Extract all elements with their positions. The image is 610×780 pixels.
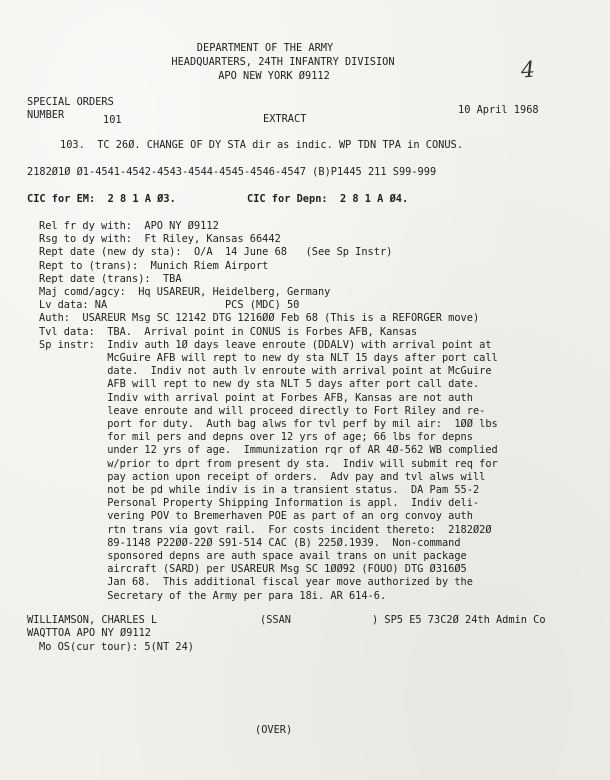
detail-line: pay action upon receipt of orders. Adv pay and tvl alws will (39, 470, 486, 483)
detail-line: Rsg to dy with: Ft Riley, Kansas 66442 (39, 233, 281, 246)
detail-line: Rel fr dy with: APO NY Ø9112 (39, 220, 219, 232)
detail-line: Rept to (trans): Munich Riem Airport (39, 259, 269, 272)
detail-line: port for duty. Auth bag alws for tvl perf by mil air: 1ØØ lbs (39, 418, 498, 431)
detail-line: w/prior to dprt from present dy sta. Indiv will submit req for (39, 457, 498, 470)
detail-line: not be pd while indiv is in a transient status. DA Pam 55-2 (39, 484, 480, 497)
cic-em: CIC for EM: 2 8 1 A Ø3. (27, 193, 176, 205)
detail-line: Sp instr: Indiv auth 1Ø days leave enroute (DDALV) with arrival point at (39, 338, 492, 351)
detail-line: Personal Property Shipping Information is appl. Indiv deli- (39, 497, 480, 510)
detail-line: vering POV to Bremerhaven POE as part of an org convoy auth (39, 510, 473, 523)
detail-line: Indiv with arrival point at Forbes AFB, Kansas are not auth (39, 391, 473, 404)
detail-line: Maj comd/agcy: Hq USAREUR, Heidelberg, Germany (39, 286, 331, 299)
detail-line: Tvl data: TBA. Arrival point in CONUS is Forbes AFB, Kansas (39, 325, 418, 338)
order-details (39, 220, 498, 603)
detail-line: leave enroute and will proceed directly to Fort Riley and re- (39, 404, 486, 417)
order-date: 10 April 1968 (458, 104, 539, 116)
detail-line: Rept date (trans): TBA (39, 272, 182, 285)
detail-line: aircraft (SARD) per USAREUR Msg SC 1ØØ92 (FOUO) DTG Ø316Ø5 (39, 563, 467, 576)
ssan-label: (SSAN (260, 614, 291, 626)
detail-line: McGuire AFB will rept to new dy sta NLT 15 days after port call (39, 352, 498, 365)
orders-number: 101 (103, 114, 122, 126)
detail-line: rtn trans via govt rail. For costs incident thereto: 2182Ø2Ø (39, 523, 492, 536)
number-label: NUMBER (27, 109, 65, 121)
over-footer: (OVER) (255, 724, 293, 736)
detail-line: AFB will rept to new dy sta NLT 5 days after port call date. (39, 378, 480, 391)
detail-line: Lv data: NA PCS (MDC) 50 (39, 299, 300, 312)
soldier-name: WILLIAMSON, CHARLES L (27, 614, 158, 626)
cic-depn: CIC for Depn: 2 8 1 A Ø4. (247, 193, 409, 205)
detail-line: under 12 yrs of age. Immunization rqr of AR 4Ø-562 WB complied (39, 444, 498, 457)
handwritten-page-mark: 4 (520, 57, 536, 84)
detail-line: 89-1148 P22ØØ-22Ø S91-514 CAC (B) 225Ø.1939. Non-command (39, 536, 461, 549)
detail-line: date. Indiv not auth lv enroute with arrival point at McGuire (39, 365, 492, 378)
tour-months: Mo OS(cur tour): 5(NT 24) (39, 641, 194, 653)
extract-label: EXTRACT (263, 113, 307, 125)
header-department: DEPARTMENT OF THE ARMY (196, 42, 334, 54)
rank-unit: ) SP5 E5 73C2Ø 24th Admin Co (372, 614, 546, 626)
accounting-line: 2182Ø1Ø Ø1-4541-4542-4543-4544-4545-4546-4547 (B)P1445 211 S99-999 (27, 166, 437, 178)
detail-line: Jan 68. This additional fiscal year move authorized by the (39, 576, 473, 589)
special-orders-label: SPECIAL ORDERS (27, 96, 114, 108)
detail-line: sponsored depns are auth space avail trans on unit package (39, 550, 467, 563)
detail-line: Secretary of the Army per para 18i. AR 614-6. (39, 589, 387, 602)
header-headquarters: HEADQUARTERS, 24TH INFANTRY DIVISION (171, 56, 395, 68)
detail-line: Rept date (new dy sta): O/A 14 June 68 (See Sp Instr) (39, 246, 393, 259)
header-apo: APO NEW YORK Ø9112 (218, 70, 330, 82)
detail-line: Auth: USAREUR Msg SC 12142 DTG 1216ØØ Feb 68 (This is a REFORGER move) (39, 312, 480, 325)
unit-apo: WAQTTOA APO NY Ø9112 (27, 627, 151, 639)
paragraph-heading: 103. TC 26Ø. CHANGE OF DY STA dir as indic. WP TDN TPA in CONUS. (60, 139, 463, 151)
detail-line: for mil pers and depns over 12 yrs of age; 66 lbs for depns (39, 431, 473, 444)
